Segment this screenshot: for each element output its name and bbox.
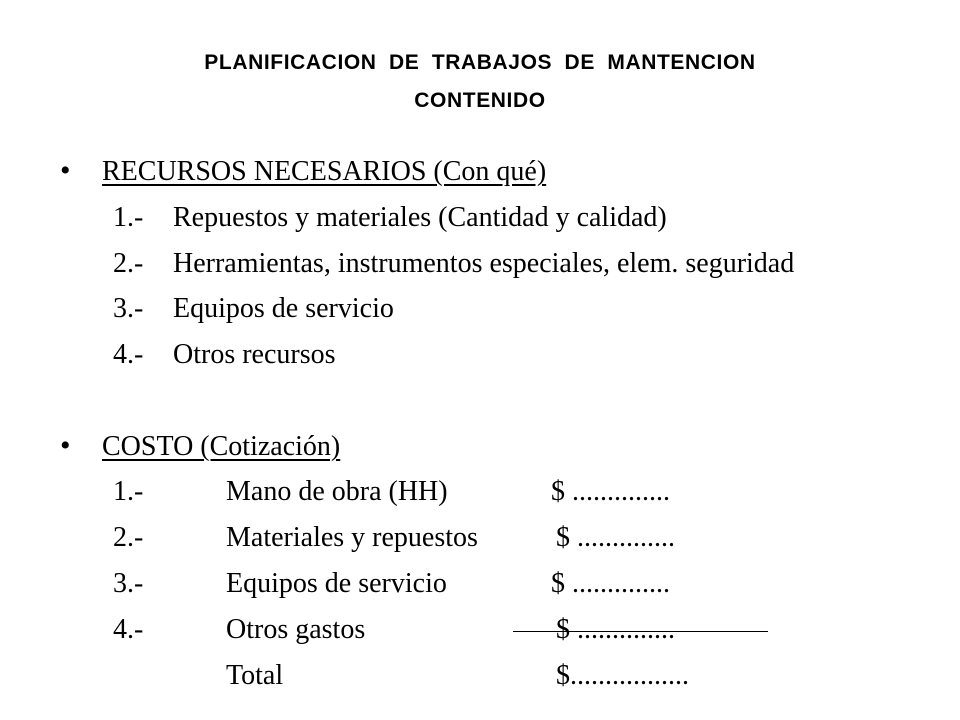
recursos-item-2-text: Herramientas, instrumentos especiales, elem. seguridad <box>173 248 795 279</box>
costo-item-3-number: 3.- <box>113 568 144 599</box>
recursos-item-2-number: 2.- <box>113 248 144 279</box>
recursos-item-1-number: 1.- <box>113 202 144 233</box>
page-title: PLANIFICACION DE TRABAJOS DE MANTENCION <box>204 51 756 74</box>
costo-item-2-text: Materiales y repuestos <box>226 522 478 553</box>
costo-item-4-text: Otros gastos <box>226 614 366 645</box>
costo-item-1-amount: $ .............. <box>551 476 670 507</box>
costo-item-1-text: Mano de obra (HH) <box>226 476 448 507</box>
bullet-costo: • <box>60 429 71 462</box>
bullet-recursos: • <box>60 154 71 187</box>
costo-total-label: Total <box>226 660 284 691</box>
section-heading-recursos: RECURSOS NECESARIOS (Con qué) <box>102 156 547 187</box>
page-subtitle: CONTENIDO <box>414 89 546 112</box>
costo-item-2-number: 2.- <box>113 522 144 553</box>
costo-item-3-text: Equipos de servicio <box>226 568 447 599</box>
recursos-item-4-text: Otros recursos <box>173 339 336 370</box>
recursos-item-3-number: 3.- <box>113 293 144 324</box>
costo-item-4-amount: $ .............. <box>556 614 675 645</box>
costo-item-1-number: 1.- <box>113 476 144 507</box>
section-heading-costo: COSTO (Cotización) <box>102 431 341 462</box>
total-separator-line <box>513 631 768 632</box>
recursos-item-3-text: Equipos de servicio <box>173 293 394 324</box>
costo-item-3-amount: $ .............. <box>551 568 670 599</box>
recursos-item-1-text: Repuestos y materiales (Cantidad y calidad) <box>173 202 667 233</box>
costo-item-4-number: 4.- <box>113 614 144 645</box>
costo-item-2-amount: $ .............. <box>556 522 675 553</box>
costo-total-amount: $................. <box>556 660 689 691</box>
recursos-item-4-number: 4.- <box>113 339 144 370</box>
